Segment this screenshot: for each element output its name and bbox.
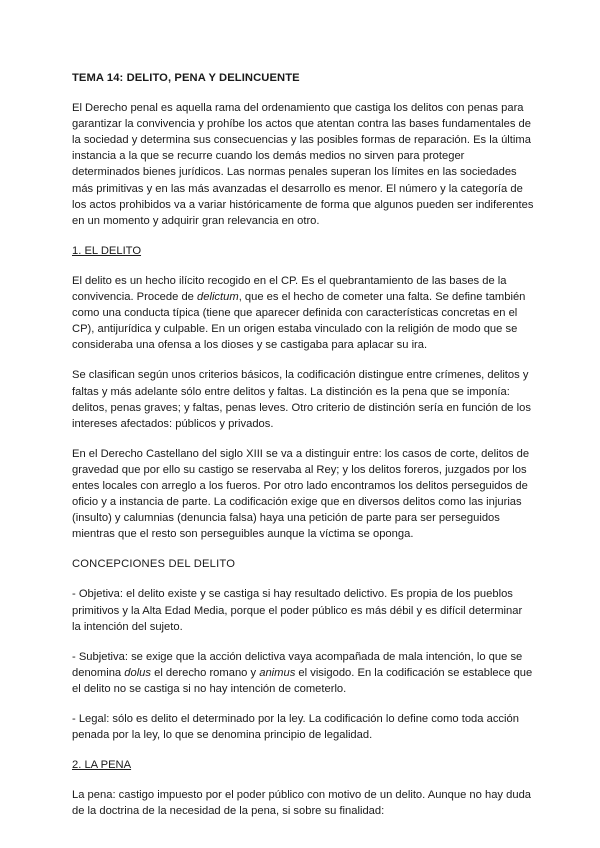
concepciones-heading: CONCEPCIONES DEL DELITO [72, 558, 236, 571]
section-heading-delito: 1. EL DELITO [72, 244, 142, 257]
dolus-term: dolus [124, 666, 151, 679]
concepcion-legal: - Legal: sólo es delito el determinado por la ley. La codificación lo define como toda acción penada por la ley, lo que se denomina principio de legalidad. [72, 713, 519, 742]
subjetiva-text-b: el derecho romano y [151, 666, 260, 679]
delito-definition-text-b: , que es el hecho de cometer una falta. Se define también como una conducta típica (tiene que aparecer definida con características concretas en el CP), antijurídica y culpable. En un origen estaba vinculado con la religión de modo que se consideraba una ofensa a los dioses y se castigaba para aplacar su ira. [72, 291, 526, 352]
subjetiva-text-a: - Subjetiva: se exige que la acción delictiva vaya acompañada de mala intención, lo que se denomina [72, 650, 523, 679]
concepcion-objetiva: - Objetiva: el delito existe y se castiga si hay resultado delictivo. Es propia de los pueblos primitivos y la Alta Edad Media, porque el poder público es más débil y es difícil determinar la intención del sujeto. [72, 588, 523, 633]
delito-definition-paragraph [72, 273, 534, 353]
animus-term: animus [259, 666, 296, 679]
intro-paragraph: El Derecho penal es aquella rama del ordenamiento que castiga los delitos con penas para garantizar la convivencia y prohíbe los actos que atentan contra las bases fundamentales de la sociedad y determina sus consecuencias y las posibles formas de reparación. Es la última instancia a la que se recurre cuando los demás medios no sirven para proteger determinados bienes jurídicos. Las normas penales superan los límites en las sociedades más primitivas y en las más avanzadas el desarrollo es menor. El número y la categoría de los actos prohibidos va a variar históricamente de forma que algunos pueden ser indiferentes en un momento y adquirir gran relevancia en otro. [72, 102, 534, 227]
delito-classification-paragraph: Se clasifican según unos criterios básicos, la codificación distingue entre crímenes, delitos y faltas y más adelante sólo entre delitos y faltas. La distinción es la pena que se imponía: delitos, penas graves; y faltas, penas leves. Otro criterio de distinción sería en función de los intereses afectados: públicos y privados. [72, 369, 531, 430]
document-title: TEMA 14: DELITO, PENA Y DELINCUENTE [72, 72, 300, 84]
concepcion-subjetiva [72, 649, 534, 697]
delictum-term: delictum [197, 291, 239, 304]
derecho-castellano-paragraph: En el Derecho Castellano del siglo XIII se va a distinguir entre: los casos de corte, delitos de gravedad que por ello su castigo se reservaba al Rey; y los delitos foreros, juzgados por los entes locales con arreglo a los fueros. Por otro lado encontramos los delitos perseguidos de oficio y a instancia de parte. La codificación exige que en diversos delitos como las injurias (insulto) y calumnias (denuncia falsa) haya una petición de parte para ser perseguidos mientras que el resto son perseguibles aunque la víctima se oponga. [72, 447, 530, 541]
subjetiva-text-c: el visigodo. En la codificación se establece que el delito no se castiga si no hay intención de cometerlo. [72, 666, 533, 695]
section-heading-pena: 2. LA PENA [72, 759, 132, 772]
delito-definition-text-a: El delito es un hecho ilícito recogido en el CP. Es el quebrantamiento de las bases de la convivencia. Procede de [72, 274, 507, 304]
pena-paragraph: La pena: castigo impuesto por el poder público con motivo de un delito. Aunque no hay duda de la doctrina de la necesidad de la pena, si sobre su finalidad: [72, 789, 532, 818]
